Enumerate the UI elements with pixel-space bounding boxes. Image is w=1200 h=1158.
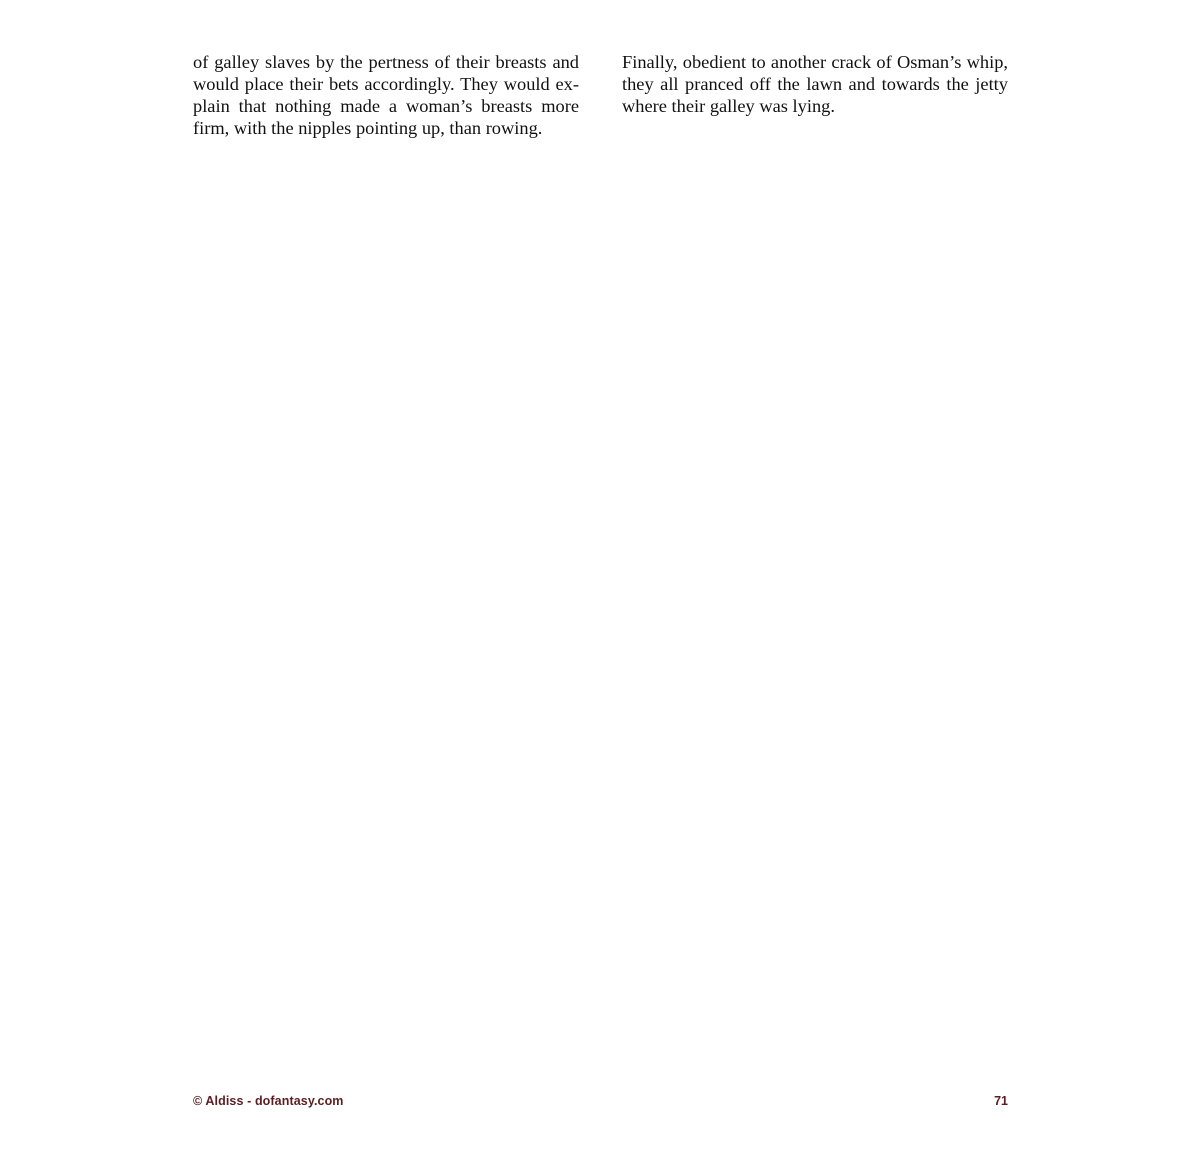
right-text-column bbox=[622, 51, 1008, 117]
left-column-paragraph: of galley slaves by the pertness of their breasts and would place their bets accordingly. They would explain that nothing made a woman’s breasts more firm, with the nipples pointing up, than rowing. bbox=[193, 52, 579, 138]
page-footer bbox=[193, 1094, 1008, 1112]
footer-copyright: © Aldiss - dofantasy.com bbox=[193, 1094, 344, 1108]
left-text-column bbox=[193, 51, 579, 139]
right-column-paragraph: Finally, obedient to another crack of Osman’s whip, they all pranced off the lawn and towards the jetty where their galley was lying. bbox=[622, 52, 1008, 116]
page-number: 71 bbox=[994, 1094, 1008, 1108]
